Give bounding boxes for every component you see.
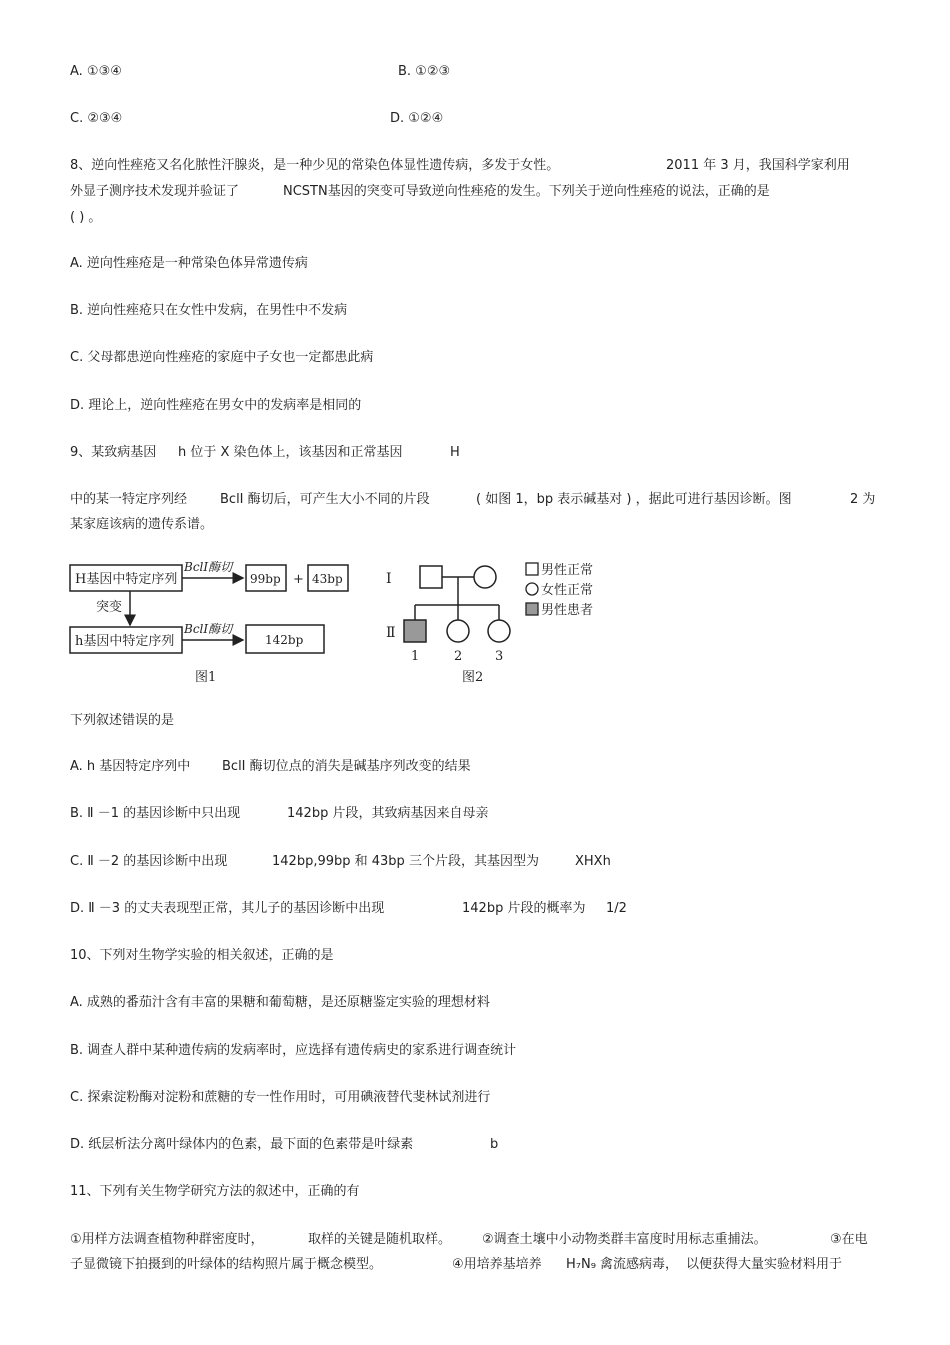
q11-line2-a: 子显微镜下拍摄到的叶绿体的结构照片属于概念模型。 [70, 1257, 383, 1272]
q8-stem-line3: ( ) 。 [70, 210, 102, 225]
individual-3-number: 3 [495, 649, 504, 664]
q8-option-b: B. 逆向性痤疮只在女性中发病，在男性中不发病 [70, 303, 348, 318]
q9-stem-line3: 某家庭该病的遗传系谱。 [70, 517, 214, 532]
q10-option-a: A. 成熟的番茄汁含有丰富的果糖和葡萄糖，是还原糖鉴定实验的理想材料 [70, 995, 490, 1010]
q11-line1-d: ③在电 [830, 1232, 868, 1247]
generation-1-label: Ⅰ [386, 571, 392, 587]
figure-1-caption: 图1 [195, 670, 217, 685]
q9-prompt: 下列叙述错误的是 [70, 713, 175, 728]
fragment-142bp: 142bp [265, 633, 304, 647]
generation-2-label: Ⅱ [386, 625, 396, 641]
legend-female-normal-icon [526, 583, 538, 595]
q9-stem-line2c: ( 如图 1，bp 表示碱基对 ) ，据此可进行基因诊断。图 [476, 492, 792, 507]
individual-2-number: 2 [454, 649, 463, 664]
q9-option-c-part3: XHXh [575, 854, 611, 869]
mutation-label: 突变 [96, 600, 123, 615]
q9-option-a-part2: BclI 酶切位点的消失是碱基序列改变的结果 [222, 759, 471, 774]
q10-option-c: C. 探索淀粉酶对淀粉和蔗糖的专一性作用时，可用碘液替代斐林试剂进行 [70, 1090, 491, 1105]
option-c: C. ②③④ [70, 111, 123, 126]
option-b: B. ①②③ [398, 64, 451, 79]
enzyme-label-2: BclⅠ酶切 [184, 622, 233, 636]
legend-male-normal-icon [526, 563, 538, 575]
q10-option-d-part2: b [490, 1137, 499, 1152]
legend-male-affected-icon [526, 603, 538, 615]
q11-line1-c: ②调查土壤中小动物类群丰富度时用标志重捕法。 [482, 1232, 767, 1247]
q11-stem: 11、下列有关生物学研究方法的叙述中，正确的有 [70, 1184, 360, 1199]
q11-line2-c: H₇N₉ 禽流感病毒， [566, 1257, 679, 1272]
legend-male-affected: 男性患者 [541, 603, 594, 618]
enzyme-label-1: BclⅠ酶切 [184, 560, 233, 574]
q8-stem-line2b: NCSTN基因的突变可导致逆向性痤疮的发生。下列关于逆向性痤疮的说法，正确的是 [283, 184, 770, 199]
q10-option-d-part1: D. 纸层析法分离叶绿体内的色素，最下面的色素带是叶绿素 [70, 1137, 414, 1152]
q9-option-d-part3: 1/2 [606, 901, 627, 916]
daughter-3-circle [488, 620, 510, 642]
q8-option-c: C. 父母都患逆向性痤疮的家庭中子女也一定都患此病 [70, 350, 374, 365]
q9-option-d-part2: 142bp 片段的概率为 [462, 901, 586, 916]
q9-stem-line1b: h 位于 X 染色体上，该基因和正常基因 [178, 445, 403, 460]
individual-1-number: 1 [411, 649, 420, 664]
mother-circle [474, 566, 496, 588]
fragment-43bp: 43bp [312, 572, 343, 586]
q9-option-d-part1: D. Ⅱ －3 的丈夫表现型正常，其儿子的基因诊断中出现 [70, 901, 385, 916]
legend-female-normal: 女性正常 [541, 583, 594, 598]
q9-stem-line2a: 中的某一特定序列经 [70, 492, 188, 507]
figure-2 [378, 553, 610, 693]
q11-line1-a: ①用样方法调查植物种群密度时， [70, 1232, 264, 1247]
q9-option-c-part1: C. Ⅱ －2 的基因诊断中出现 [70, 854, 228, 869]
hm-sequence-label: h基因中特定序列 [75, 634, 175, 649]
plus-sign: + [293, 572, 304, 587]
q9-option-b-part2: 142bp 片段，其致病基因来自母亲 [287, 806, 489, 821]
q10-option-b: B. 调查人群中某种遗传病的发病率时，应选择有遗传病史的家系进行调查统计 [70, 1043, 517, 1058]
q11-line1-b: 取样的关键是随机取样。 [308, 1232, 452, 1247]
q8-option-d: D. 理论上，逆向性痤疮在男女中的发病率是相同的 [70, 398, 362, 413]
figure-1 [60, 553, 360, 693]
father-square [420, 566, 442, 588]
q9-stem-line1a: 9、某致病基因 [70, 445, 157, 460]
q8-option-a: A. 逆向性痤疮是一种常染色体异常遗传病 [70, 256, 308, 271]
q9-stem-line2b: BclI 酶切后，可产生大小不同的片段 [220, 492, 430, 507]
q8-stem-line2a: 外显子测序技术发现并验证了 [70, 184, 240, 199]
option-a: A. ①③④ [70, 64, 122, 79]
q9-option-c-part2: 142bp,99bp 和 43bp 三个片段，其基因型为 [272, 854, 539, 869]
q9-stem-line1c: H [450, 445, 460, 460]
legend-male-normal: 男性正常 [541, 563, 594, 578]
fragment-99bp: 99bp [250, 572, 281, 586]
q9-option-b-part1: B. Ⅱ －1 的基因诊断中只出现 [70, 806, 241, 821]
q10-stem: 10、下列对生物学实验的相关叙述，正确的是 [70, 948, 334, 963]
option-d: D. ①②④ [390, 111, 444, 126]
figure-2-caption: 图2 [462, 670, 484, 685]
q9-stem-line2d: 2 为 [850, 492, 876, 507]
son-1-affected-square [404, 620, 426, 642]
q11-line2-d: 以便获得大量实验材料用于 [686, 1257, 843, 1272]
q8-stem-line1a: 8、逆向性痤疮又名化脓性汗腺炎，是一种少见的常染色体显性遗传病，多发于女性。 [70, 158, 560, 173]
q9-option-a-part1: A. h 基因特定序列中 [70, 759, 191, 774]
q8-stem-line1b: 2011 年 3 月，我国科学家利用 [666, 158, 850, 173]
h-sequence-label: H基因中特定序列 [75, 572, 178, 587]
daughter-2-circle [447, 620, 469, 642]
q11-line2-b: ④用培养基培养 [452, 1257, 542, 1272]
